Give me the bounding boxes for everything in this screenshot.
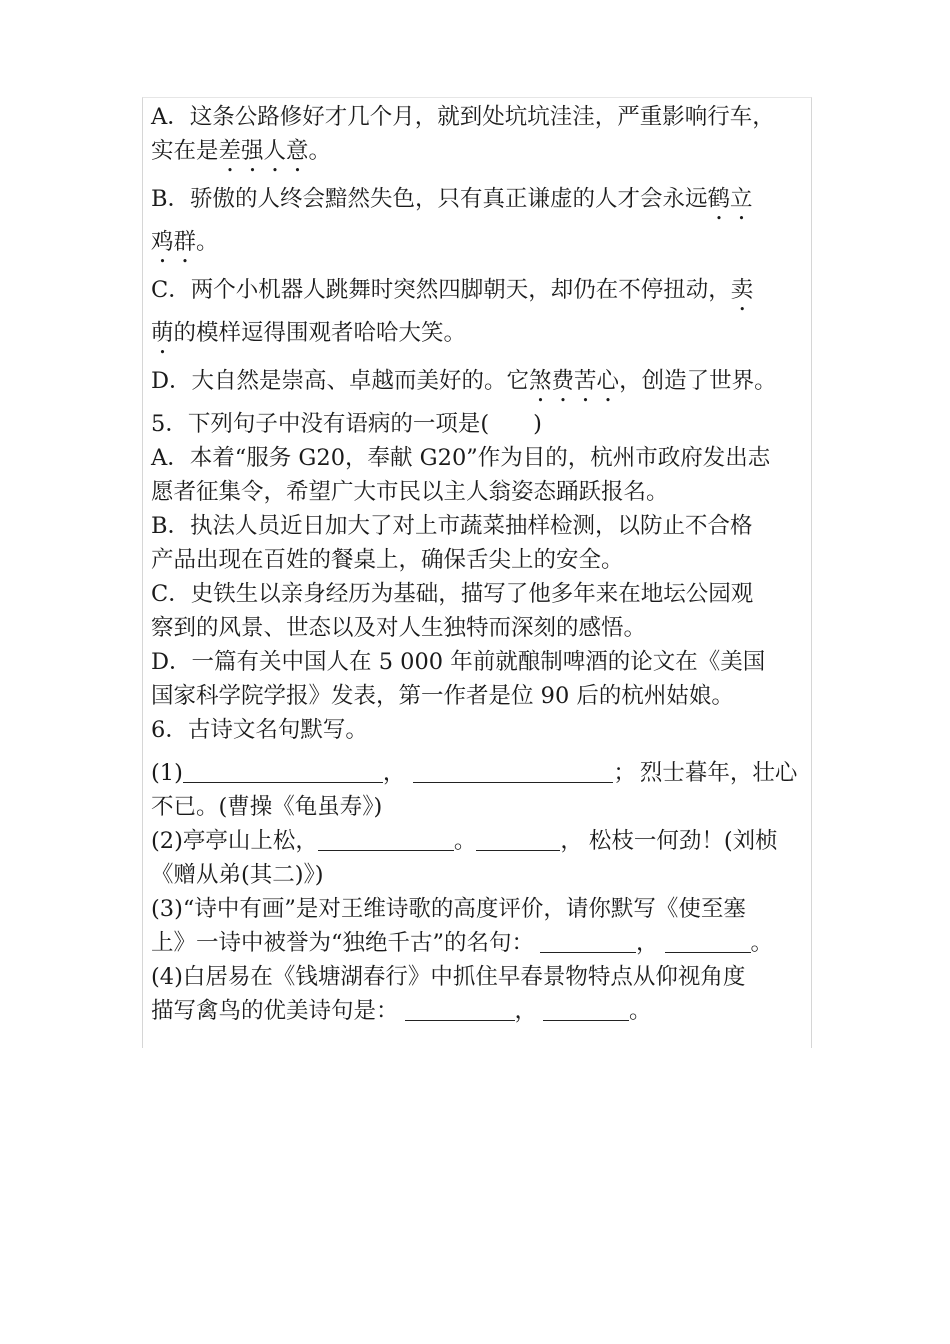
q4-option-b-line2: 鸡群。	[151, 229, 219, 255]
q5-option-d-line1: D．一篇有关中国人在 5 000 年前就酿制啤酒的论文在《美国	[151, 649, 766, 675]
q5-option-b-line1: B．执法人员近日加大了对上市蔬菜抽样检测，以防止不合格	[151, 513, 753, 539]
q6-stem: 6．古诗文名句默写。	[151, 717, 368, 743]
fill-blank[interactable]	[540, 928, 636, 953]
q4-option-d-line1: D．大自然是崇高、卓越而美好的。它煞费苦心，创造了世界。	[151, 368, 777, 394]
fill-blank[interactable]	[543, 996, 629, 1021]
fill-blank[interactable]	[476, 826, 560, 851]
dotted-word: 卖	[730, 277, 754, 303]
q4-option-b-line1: B．骄傲的人终会黯然失色，只有真正谦虚的人才会永远鹤立	[151, 186, 753, 212]
q6-part1-line1: (1) ， ； 烈士暮年，壮心	[151, 760, 798, 786]
q5-stem: 5．下列句子中没有语病的一项是( )	[151, 411, 542, 437]
q6-part2-line2: 《赠从弟(其二)》)	[151, 862, 324, 888]
fill-blank[interactable]	[413, 758, 613, 783]
question-content	[151, 100, 803, 1028]
dotted-idiom: 差强人意	[218, 138, 309, 164]
q5-option-c-line1: C．史铁生以亲身经历为基础，描写了他多年来在地坛公园观	[151, 581, 754, 607]
fill-blank[interactable]	[183, 758, 383, 783]
q4-option-a-line1: A．这条公路修好才几个月，就到处坑坑洼洼，严重影响行车，	[151, 104, 775, 130]
fill-blank[interactable]	[405, 996, 515, 1021]
dotted-idiom: 鹤立	[707, 186, 753, 212]
q6-part4-line2: 描写禽鸟的优美诗句是： ， 。	[151, 998, 652, 1024]
q6-part3-line1: (3)“诗中有画”是对王维诗歌的高度评价，请你默写《使至塞	[151, 896, 746, 922]
fill-blank[interactable]	[318, 826, 454, 851]
fill-blank[interactable]	[665, 928, 751, 953]
q4-option-c-line2: 萌的模样逗得围观者哈哈大笑。	[151, 320, 467, 346]
q6-part2-line1: (2)亭亭山上松， 。 ， 松枝一何劲！(刘桢	[151, 828, 778, 854]
dotted-idiom: 煞费苦心	[529, 368, 620, 394]
q6-part3-line2: 上》一诗中被誉为“独绝千古”的名句： ， 。	[151, 930, 774, 956]
document-page	[142, 97, 812, 1048]
q5-option-a-line2: 愿者征集令，希望广大市民以主人翁姿态踊跃报名。	[151, 479, 669, 505]
q6-part4-line1: (4)白居易在《钱塘湖春行》中抓住早春景物特点从仰视角度	[151, 964, 746, 990]
q4-option-a-line2: 实在是差强人意。	[151, 138, 332, 164]
q5-option-d-line2: 国家科学院学报》发表，第一作者是位 90 后的杭州姑娘。	[151, 683, 734, 709]
q4-option-c-line1: C．两个小机器人跳舞时突然四脚朝天，却仍在不停扭动，卖	[151, 277, 754, 303]
q5-option-a-line1: A．本着“服务 G20，奉献 G20”作为目的，杭州市政府发出志	[151, 445, 771, 471]
q5-option-c-line2: 察到的风景、世态以及对人生独特而深刻的感悟。	[151, 615, 647, 641]
dotted-word: 萌	[151, 320, 174, 346]
q5-option-b-line2: 产品出现在百姓的餐桌上，确保舌尖上的安全。	[151, 547, 624, 573]
dotted-idiom: 鸡群	[151, 229, 197, 255]
q6-part1-line2: 不已。(曹操《龟虽寿》)	[151, 794, 383, 820]
